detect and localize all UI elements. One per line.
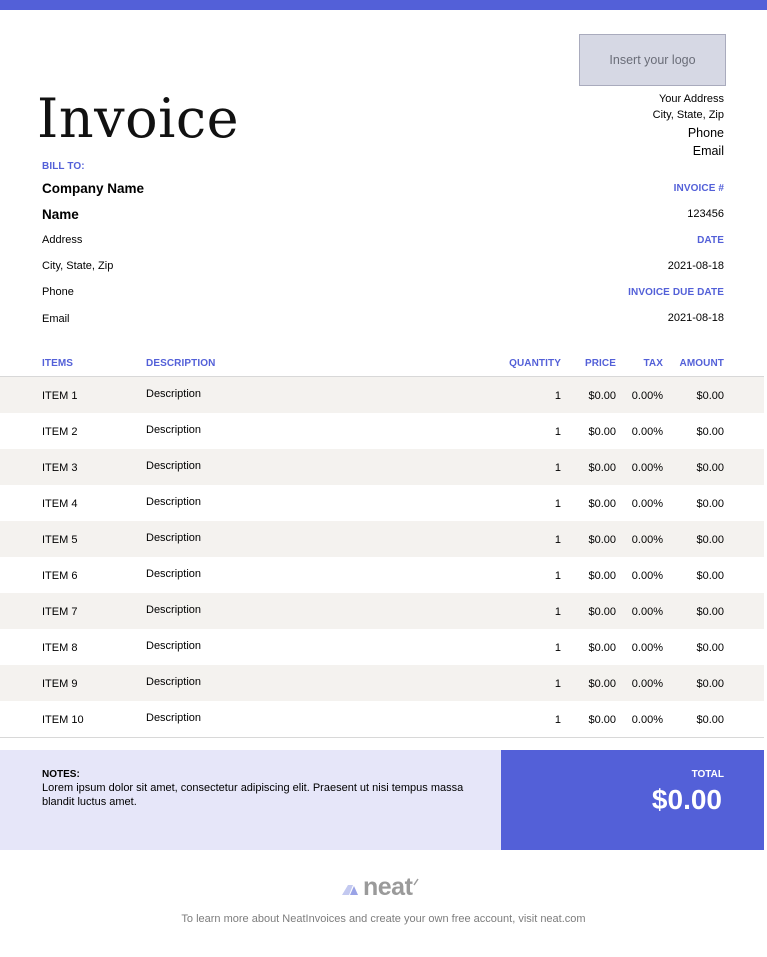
sender-address: Your Address	[658, 93, 724, 105]
cell-amount[interactable]: $0.00	[696, 642, 724, 654]
cell-tax[interactable]: 0.00%	[631, 570, 663, 582]
items-table	[0, 376, 764, 738]
invoice-number-label: INVOICE #	[673, 183, 724, 194]
top-accent-bar	[0, 0, 767, 10]
cell-item[interactable]: ITEM 10	[42, 714, 84, 726]
cell-description[interactable]: Description	[146, 568, 202, 580]
cell-price[interactable]: $0.00	[588, 426, 616, 438]
cell-tax[interactable]: 0.00%	[631, 462, 663, 474]
cell-price[interactable]: $0.00	[588, 678, 616, 690]
neat-logo-icon	[342, 878, 360, 896]
table-row	[0, 485, 764, 521]
bill-email: Email	[42, 313, 70, 325]
cell-tax[interactable]: 0.00%	[631, 534, 663, 546]
logo-placeholder-text: Insert your logo	[609, 53, 696, 67]
cell-description[interactable]: Description	[146, 388, 202, 400]
col-quantity: QUANTITY	[509, 358, 561, 369]
cell-amount[interactable]: $0.00	[696, 498, 724, 510]
cell-tax[interactable]: 0.00%	[631, 606, 663, 618]
due-date: 2021-08-18	[667, 312, 724, 324]
notes-label: NOTES:	[42, 769, 80, 780]
cell-description[interactable]: Description	[146, 640, 202, 652]
cell-tax[interactable]: 0.00%	[631, 678, 663, 690]
cell-quantity[interactable]: 1	[554, 426, 561, 438]
cell-quantity[interactable]: 1	[554, 642, 561, 654]
cell-item[interactable]: ITEM 8	[42, 642, 78, 654]
date-label: DATE	[697, 235, 724, 246]
cell-amount[interactable]: $0.00	[696, 606, 724, 618]
col-items: ITEMS	[42, 358, 74, 369]
cell-item[interactable]: ITEM 9	[42, 678, 78, 690]
cell-description[interactable]: Description	[146, 496, 202, 508]
cell-item[interactable]: ITEM 1	[42, 390, 78, 402]
brand-logo[interactable]	[342, 872, 419, 902]
cell-amount[interactable]: $0.00	[696, 534, 724, 546]
cell-quantity[interactable]: 1	[554, 498, 561, 510]
table-row	[0, 521, 764, 557]
bill-address: Address	[42, 234, 83, 246]
sender-phone: Phone	[687, 126, 724, 140]
notes-text[interactable]: Lorem ipsum dolor sit amet, consectetur adipiscing elit. Praesent ut nisi tempus massa blandit luctus amet.	[42, 782, 464, 808]
cell-amount[interactable]: $0.00	[696, 678, 724, 690]
cell-description[interactable]: Description	[146, 604, 202, 616]
cell-item[interactable]: ITEM 4	[42, 498, 78, 510]
table-row	[0, 413, 764, 449]
cell-description[interactable]: Description	[146, 460, 202, 472]
table-row	[0, 665, 764, 701]
table-row	[0, 593, 764, 629]
bill-company: Company Name	[42, 181, 145, 196]
cell-price[interactable]: $0.00	[588, 390, 616, 402]
sender-city: City, State, Zip	[652, 109, 724, 121]
col-amount: AMOUNT	[679, 358, 724, 369]
notes-section	[0, 750, 501, 850]
total-value: $0.00	[651, 784, 722, 815]
cell-amount[interactable]: $0.00	[696, 426, 724, 438]
invoice-number: 123456	[687, 208, 724, 220]
cell-price[interactable]: $0.00	[588, 534, 616, 546]
cell-quantity[interactable]: 1	[554, 534, 561, 546]
cell-item[interactable]: ITEM 3	[42, 462, 78, 474]
cell-amount[interactable]: $0.00	[696, 390, 724, 402]
cell-item[interactable]: ITEM 5	[42, 534, 78, 546]
sender-email: Email	[692, 144, 724, 158]
brand-name: neat	[363, 872, 413, 901]
cell-price[interactable]: $0.00	[588, 462, 616, 474]
col-tax: TAX	[643, 358, 663, 369]
invoice-title: Invoice	[37, 87, 240, 150]
cell-amount[interactable]: $0.00	[696, 462, 724, 474]
table-row	[0, 701, 764, 737]
col-price: PRICE	[584, 358, 616, 369]
cell-price[interactable]: $0.00	[588, 498, 616, 510]
cell-quantity[interactable]: 1	[554, 714, 561, 726]
col-description: DESCRIPTION	[146, 358, 216, 369]
footer-text: To learn more about NeatInvoices and create your own free account, visit neat.com	[181, 913, 586, 925]
bill-city: City, State, Zip	[42, 260, 114, 272]
table-row	[0, 449, 764, 485]
cell-tax[interactable]: 0.00%	[631, 714, 663, 726]
total-section	[501, 750, 764, 850]
cell-quantity[interactable]: 1	[554, 390, 561, 402]
cell-description[interactable]: Description	[146, 532, 202, 544]
bill-phone: Phone	[42, 286, 74, 298]
cell-item[interactable]: ITEM 2	[42, 426, 78, 438]
cell-tax[interactable]: 0.00%	[631, 390, 663, 402]
cell-item[interactable]: ITEM 7	[42, 606, 78, 618]
cell-description[interactable]: Description	[146, 676, 202, 688]
cell-amount[interactable]: $0.00	[696, 570, 724, 582]
cell-tax[interactable]: 0.00%	[631, 642, 663, 654]
table-row	[0, 629, 764, 665]
cell-quantity[interactable]: 1	[554, 678, 561, 690]
total-label: TOTAL	[691, 769, 724, 780]
table-row	[0, 557, 764, 593]
due-date-label: INVOICE DUE DATE	[628, 287, 724, 298]
cell-price[interactable]: $0.00	[588, 714, 616, 726]
table-header	[0, 355, 767, 375]
cell-quantity[interactable]: 1	[554, 462, 561, 474]
cell-price[interactable]: $0.00	[588, 642, 616, 654]
cell-quantity[interactable]: 1	[554, 606, 561, 618]
brand-tick-icon	[413, 878, 419, 886]
cell-price[interactable]: $0.00	[588, 570, 616, 582]
cell-description[interactable]: Description	[146, 424, 202, 436]
cell-description[interactable]: Description	[146, 712, 202, 724]
cell-item[interactable]: ITEM 6	[42, 570, 78, 582]
cell-tax[interactable]: 0.00%	[631, 498, 663, 510]
cell-tax[interactable]: 0.00%	[631, 426, 663, 438]
cell-quantity[interactable]: 1	[554, 570, 561, 582]
logo-placeholder[interactable]	[579, 34, 726, 86]
bill-name: Name	[42, 207, 79, 222]
bill-to-label: BILL TO:	[42, 161, 85, 172]
table-row	[0, 377, 764, 413]
invoice-date: 2021-08-18	[667, 260, 724, 272]
sender-address-block	[653, 91, 724, 160]
cell-amount[interactable]: $0.00	[696, 714, 724, 726]
cell-price[interactable]: $0.00	[588, 606, 616, 618]
